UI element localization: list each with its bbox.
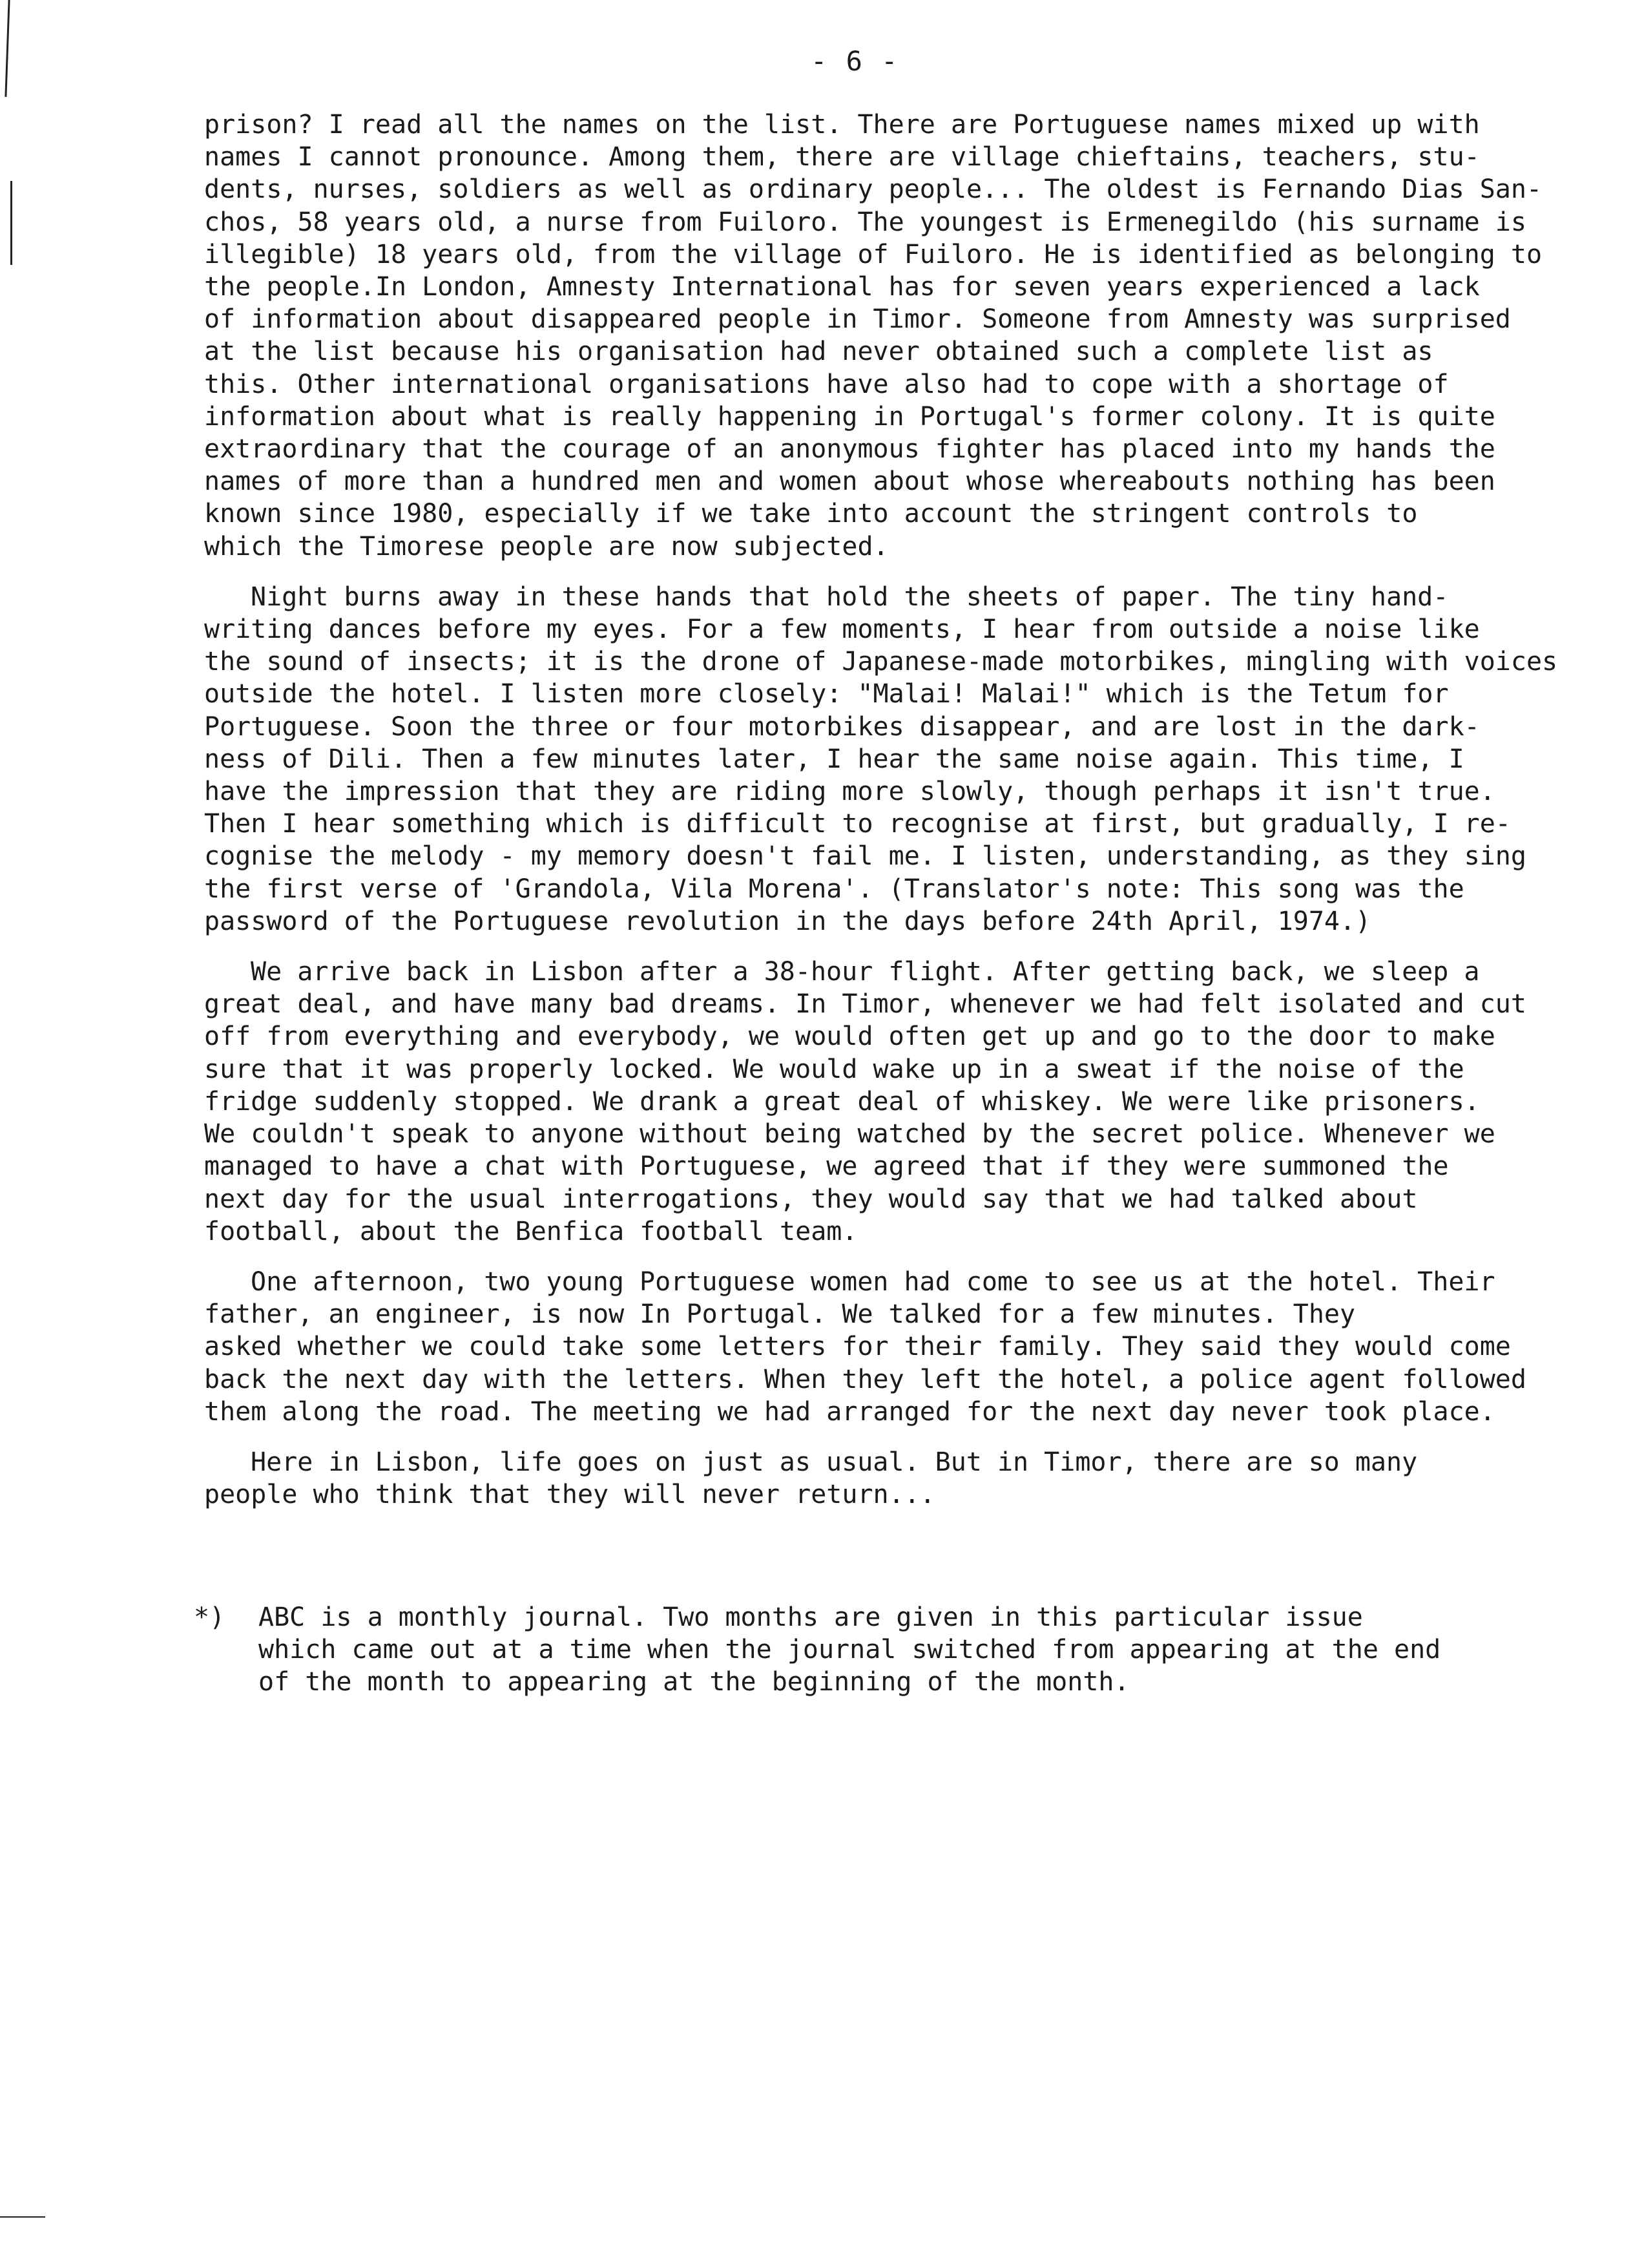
paragraph: One afternoon, two young Portuguese women had come to see us at the hotel. Their father, an engineer, is now In Portugal. We talked for a few minutes. They asked whether we could take some letters for their family. They said they would come back the next day with the letters. When they left the hotel, a police agent followed them along the road. The meeting we had arranged for the next day never took place. [204,1266,1526,1427]
footnote-text: ABC is a monthly journal. Two months are given in this particular issue which came out at a time when the journal switched from appearing at the end of the month to appearing at the beginning of the month. [258,1602,1441,1697]
margin-line-mark [0,2216,45,2218]
document-body [204,109,1599,1529]
page-number: - 6 - [811,45,899,77]
paragraph: We arrive back in Lisbon after a 38-hour flight. After getting back, we sleep a great deal, and have many bad dreams. In Timor, whenever we had felt isolated and cut off from everything and everybody, we would often get up and go to the door to make sure that it was properly locked. We would wake up in a sweat if the noise of the fridge suddenly stopped. We drank a great deal of whiskey. We were like prisoners. We couldn't speak to anyone without being watched by the secret police. Whenever we managed to have a chat with Portuguese, we agreed that if they were summoned the next day for the usual interrogations, they would say that we had talked about football, about the Benfica football team. [204,957,1526,1246]
paragraph: prison? I read all the names on the list. There are Portuguese names mixed up with names I cannot pronounce. Among them, there are village chieftains, teachers, stu- dents, nurses, soldiers as well as ordinary people... The oldest is Fernando Dias San- chos, 58 years old, a nurse from Fuiloro. The youngest is Ermenegildo (his surname is illegible) 18 years old, from the village of Fuiloro. He is identified as belonging to the people.In London, Amnesty International has for seven years experienced a lack of information about disappeared people in Timor. Someone from Amnesty was surprised at the list because his organisation had never obtained such a complete list as this. Other international organisations have also had to cope with a shortage of information about what is really happening in Portugal's former colony. It is quite extraordinary that the courage of an anonymous fighter has placed into my hands the names of more than a hundred men and women about whose whereabouts nothing has been known since 1980, especially if we take into account the stringent controls to which the Timorese people are now subjected. [204,110,1543,562]
footnote [194,1601,1550,1699]
footnote-marker: *) [194,1602,225,1632]
margin-line-mark [5,0,10,97]
paragraph: Night burns away in these hands that hold the sheets of paper. The tiny hand- writing dances before my eyes. For a few moments, I hear from outside a noise like the sound of insects; it is the drone of Japanese-made motorbikes, mingling with voices outside the hotel. I listen more closely: "Malai! Malai!" which is the Tetum for Portuguese. Soon the three or four motorbikes disappear, and are lost in the dark- ness of Dili. Then a few minutes later, I hear the same noise again. This time, I have the impression that they are riding more slowly, though perhaps it isn't true. Then I hear something which is difficult to recognise at first, but gradually, I re- cognise the melody - my memory doesn't fail me. I listen, understanding, as they sing the first verse of 'Grandola, Vila Morena'. (Translator's note: This song was the password of the Portuguese revolution in the days before 24th April, 1974.) [204,582,1558,936]
margin-line-mark [10,181,12,265]
paragraph: Here in Lisbon, life goes on just as usual. But in Timor, there are so many people who think that they will never return... [204,1447,1418,1510]
